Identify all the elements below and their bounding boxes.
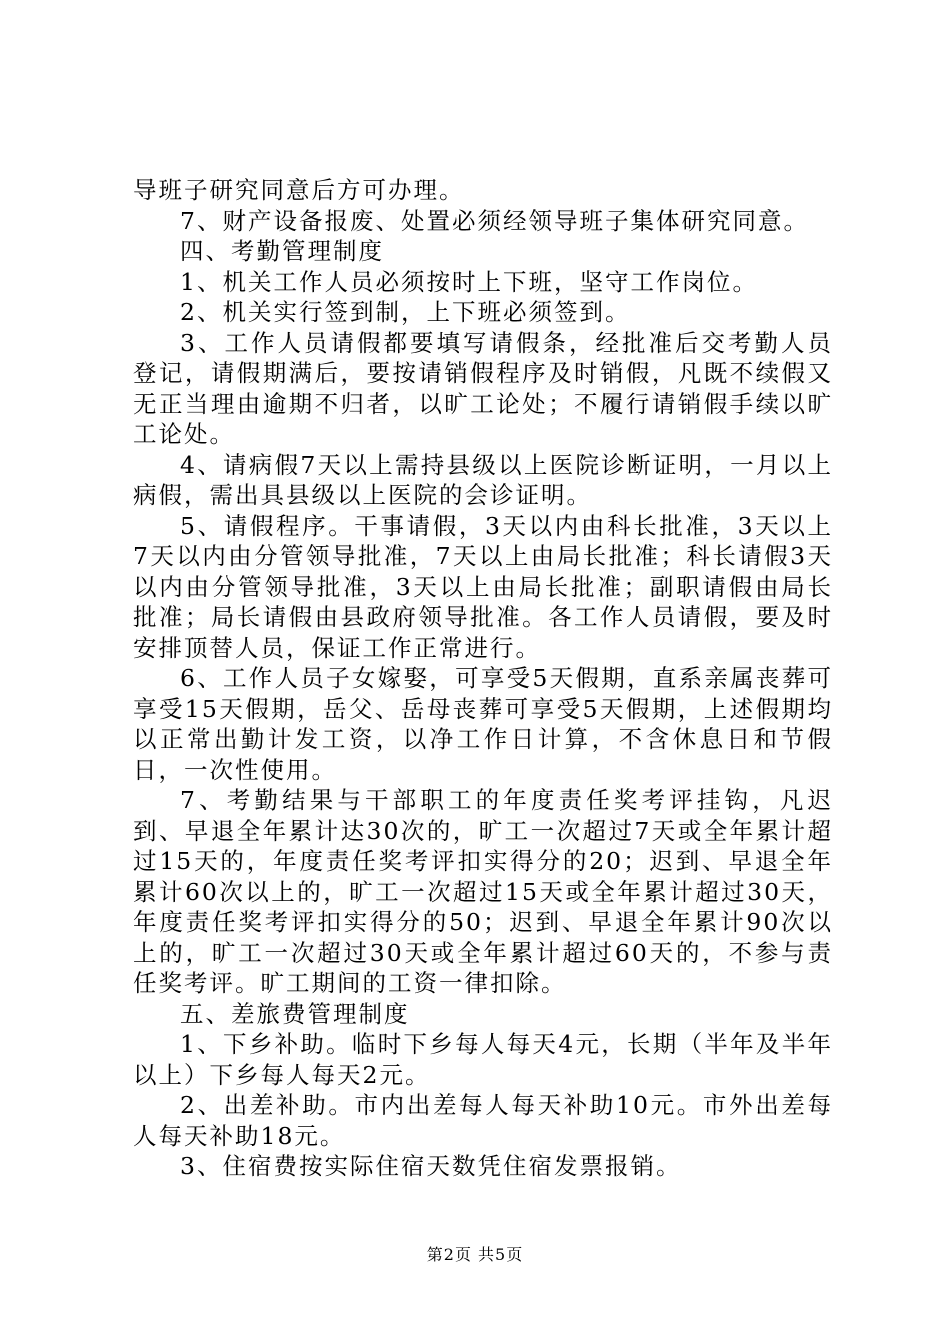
paragraph-travel-1: 1、下乡补助。临时下乡每人每天4元，长期（半年及半年以上）下乡每人每天2元。 [133, 1030, 833, 1089]
paragraph-item-7-asset-disposal: 7、财产设备报废、处置必须经领导班子集体研究同意。 [180, 206, 809, 235]
section-heading-attendance: 四、考勤管理制度 [180, 237, 384, 265]
paragraph-continuation: 导班子研究同意后方可办理。 [133, 176, 465, 204]
page-number-footer: 第2页 共5页 [426, 1245, 524, 1264]
paragraph-travel-2: 2、出差补助。市内出差每人每天补助10元。市外出差每人每天补助18元。 [133, 1091, 833, 1150]
paragraph-attendance-6: 6、工作人员子女嫁娶，可享受5天假期，直系亲属丧葬可享受15天假期，岳父、岳母丧葬可享受5天假期，上述假期均以正常出勤计发工资，以净工作日计算，不含休息日和节假日，一次性使用。 [133, 664, 833, 784]
paragraph-attendance-1: 1、机关工作人员必须按时上下班，坚守工作岗位。 [180, 267, 758, 296]
paragraph-attendance-7: 7、考勤结果与干部职工的年度责任奖考评挂钩，凡迟到、早退全年累计达30次的，旷工一次超过7天或全年累计超过15天的，年度责任奖考评扣实得分的20；迟到、早退全年累计60次以上的，旷工一次超过15天或全年累计超过30天，年度责任奖考评扣实得分的50；迟到、早退全年累计90次以上的，旷工一次超过30天或全年累计超过60天的，不参与责任奖考评。旷工期间的工资一律扣除。 [133, 786, 833, 997]
paragraph-attendance-4: 4、请病假7天以上需持县级以上医院诊断证明，一月以上病假，需出具县级以上医院的会诊证明。 [133, 450, 833, 509]
paragraph-travel-3: 3、住宿费按实际住宿天数凭住宿发票报销。 [180, 1152, 682, 1180]
section-heading-travel-expense: 五、差旅费管理制度 [180, 999, 410, 1028]
document-body [133, 175, 833, 1182]
paragraph-attendance-5: 5、请假程序。干事请假，3天以内由科长批准，3天以上7天以内由分管领导批准，7天以上由局长批准；科长请假3天以内由分管领导批准，3天以上由局长批准；副职请假由局长批准；局长请假由县政府领导批准。各工作人员请假，要及时安排顶替人员，保证工作正常进行。 [133, 511, 833, 662]
paragraph-attendance-2: 2、机关实行签到制，上下班必须签到。 [180, 298, 631, 326]
paragraph-attendance-3: 3、工作人员请假都要填写请假条，经批准后交考勤人员登记，请假期满后，要按请销假程序及时销假，凡既不续假又无正当理由逾期不归者，以旷工论处；不履行请销假手续以旷工论处。 [133, 328, 833, 448]
